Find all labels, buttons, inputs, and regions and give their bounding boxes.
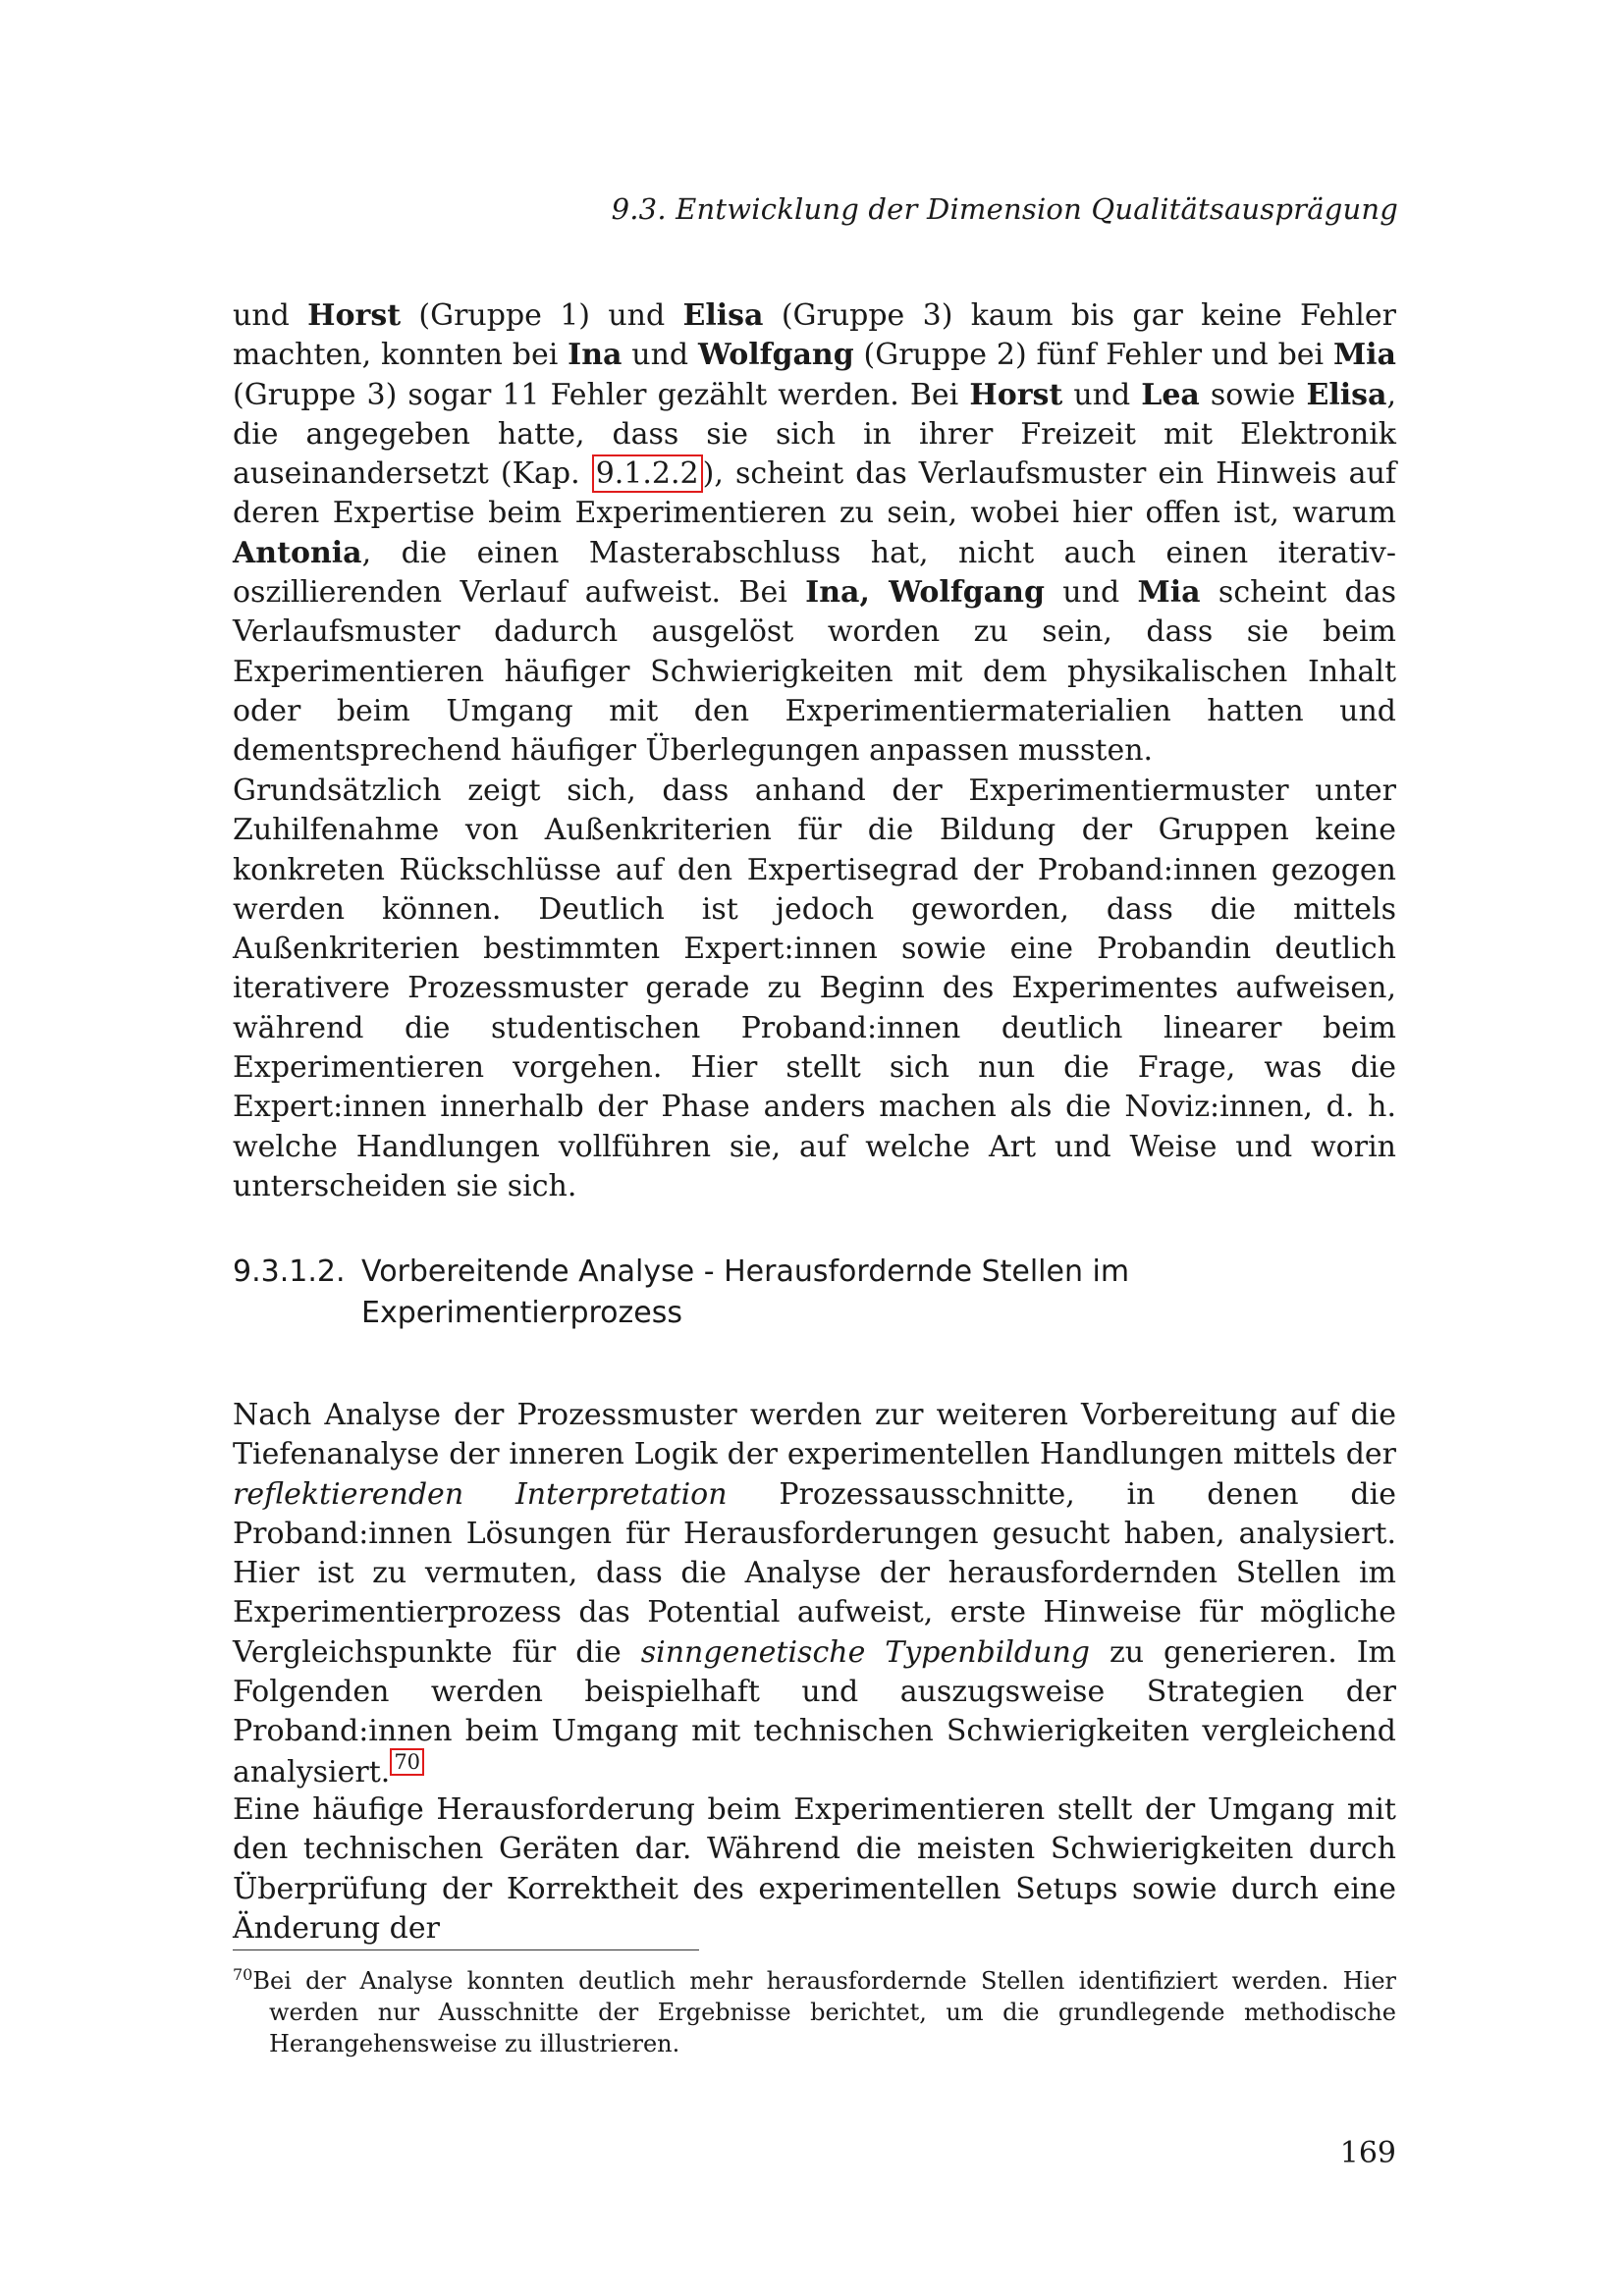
paragraph-1 [233,296,1396,772]
paragraph-2-text: Grundsätzlich zeigt sich, dass anhand der Experimentiermuster unter Zuhilfenahme von Außenkriterien für die Bildung der Gruppen keine konkreten Rückschlüsse auf den Expertisegrad der Proband:innen gezogen werden können. Deutlich ist jedoch geworden, dass die mittels Außenkriterien bestimmten Expert:innen sowie eine Probandin deutlich iterativere Prozessmuster gerade zu Beginn des Experimentes aufweisen, während die studentischen Proband:innen deutlich linearer beim Experimentieren vorgehen. Hier stellt sich nun die Frage, was die Expert:innen innerhalb der Phase anders machen als die Noviz:innen, d. h. welche Handlungen vollführen sie, auf welche Art und Weise und worin unterscheiden sie sich. [233,774,1396,1203]
emphasis-reflektierende-interpretation: reflektierenden Interpretation [233,1476,728,1512]
footnote-mark: 70 [233,1965,253,1984]
name-ina-wolfgang: Ina, Wolfgang [805,575,1045,611]
footnote-text: Bei der Analyse konnten deutlich mehr herausfordernde Stellen identifiziert werden. Hier werden nur Ausschnitte der Ergebnisse berichtet, um die grundlegende methodische Herangehensweise zu illustrieren. [252,1967,1396,2057]
name-elisa: Elisa [682,298,764,333]
name-ina: Ina [568,338,623,373]
running-header: 9.3. Entwicklung der Dimension Qualitätsausprägung [611,192,1398,226]
text-run: (Gruppe 2) fünf Fehler und bei [853,338,1333,373]
footnote-rule [233,1949,699,1950]
section-reference-link[interactable]: 9.1.2.2 [592,454,703,493]
name-horst: Horst [969,377,1063,412]
footnote [233,1959,1396,2059]
footnote-link[interactable]: 70 [390,1748,424,1776]
text-run: Nach Analyse der Prozessmuster werden zur weiteren Vorbereitung auf die Tiefenanalyse der inneren Logik der experimentellen Handlungen mittels der [233,1398,1396,1472]
text-run: und [233,298,308,333]
name-mia: Mia [1137,575,1201,611]
text-run: sowie [1199,377,1307,412]
section-number: 9.3.1.2. [233,1255,346,1289]
text-run: , die einen Masterabschluss hat, nicht auch einen iterativ-oszillierenden Verlauf aufweist. Bei [233,535,1396,611]
name-horst: Horst [307,298,402,333]
text-run: (Gruppe 3) kaum bis gar keine Fehler machten, konnten bei [233,298,1396,373]
text-run: und [622,338,698,373]
text-run: Prozessausschnitte, in denen die Proband:innen Lösungen für Herausforderungen gesucht haben, analysiert. Hier ist zu vermuten, dass die Analyse der herausfordernden Stellen im Experimentierprozess das Potential aufweist, erste Hinweise für mögliche Vergleichspunkte für die [233,1476,1396,1670]
section-title: Vorbereitende Analyse - Herausfordernde Stellen im Experimentierprozess [361,1255,1130,1330]
name-mia: Mia [1332,338,1396,373]
emphasis-sinngenetische-typenbildung: sinngenetische Typenbildung [640,1634,1090,1670]
text-run: und [1044,575,1138,611]
paragraph-4 [233,1790,1396,1949]
page-number: 169 [1339,2136,1396,2170]
text-run: scheint das Verlaufsmuster dadurch ausgelöst worden zu sein, dass sie beim Experimentieren häufiger Schwierigkeiten mit dem physikalischen Inhalt oder beim Umgang mit den Experimentiermaterialien hatten und dementsprechend häufiger Überlegungen anpassen mussten. [233,575,1397,769]
text-run: ), scheint das Verlaufsmuster ein Hinweis auf deren Expertise beim Experimentieren zu sein, wobei hier offen ist, warum [233,456,1396,531]
text-run: (Gruppe 3) sogar 11 Fehler gezählt werden. Bei [233,377,970,412]
name-wolfgang: Wolfgang [697,338,854,373]
text-run: und [1062,377,1142,412]
name-elisa: Elisa [1306,377,1387,412]
name-antonia: Antonia [233,535,362,570]
text-run: (Gruppe 1) und [401,298,683,333]
text-run: , die angegeben hatte, dass sie sich in ihrer Freizeit mit Elektronik auseinandersetzt (Kap. [233,377,1397,492]
name-lea: Lea [1141,377,1200,412]
paragraph-4-text: Eine häufige Herausforderung beim Experimentieren stellt der Umgang mit den technischen Geräten dar. Während die meisten Schwierigkeiten durch Überprüfung der Korrektheit des experimentellen Setups sowie durch eine Änderung der [233,1792,1396,1946]
text-run: zu generieren. Im Folgenden werden beispielhaft und auszugsweise Strategien der Proband:innen beim Umgang mit technischen Schwierigkeiten vergleichend analysiert. [233,1634,1396,1789]
paragraph-2 [233,772,1396,1206]
section-heading [233,1252,1396,1334]
paragraph-3 [233,1396,1396,1792]
